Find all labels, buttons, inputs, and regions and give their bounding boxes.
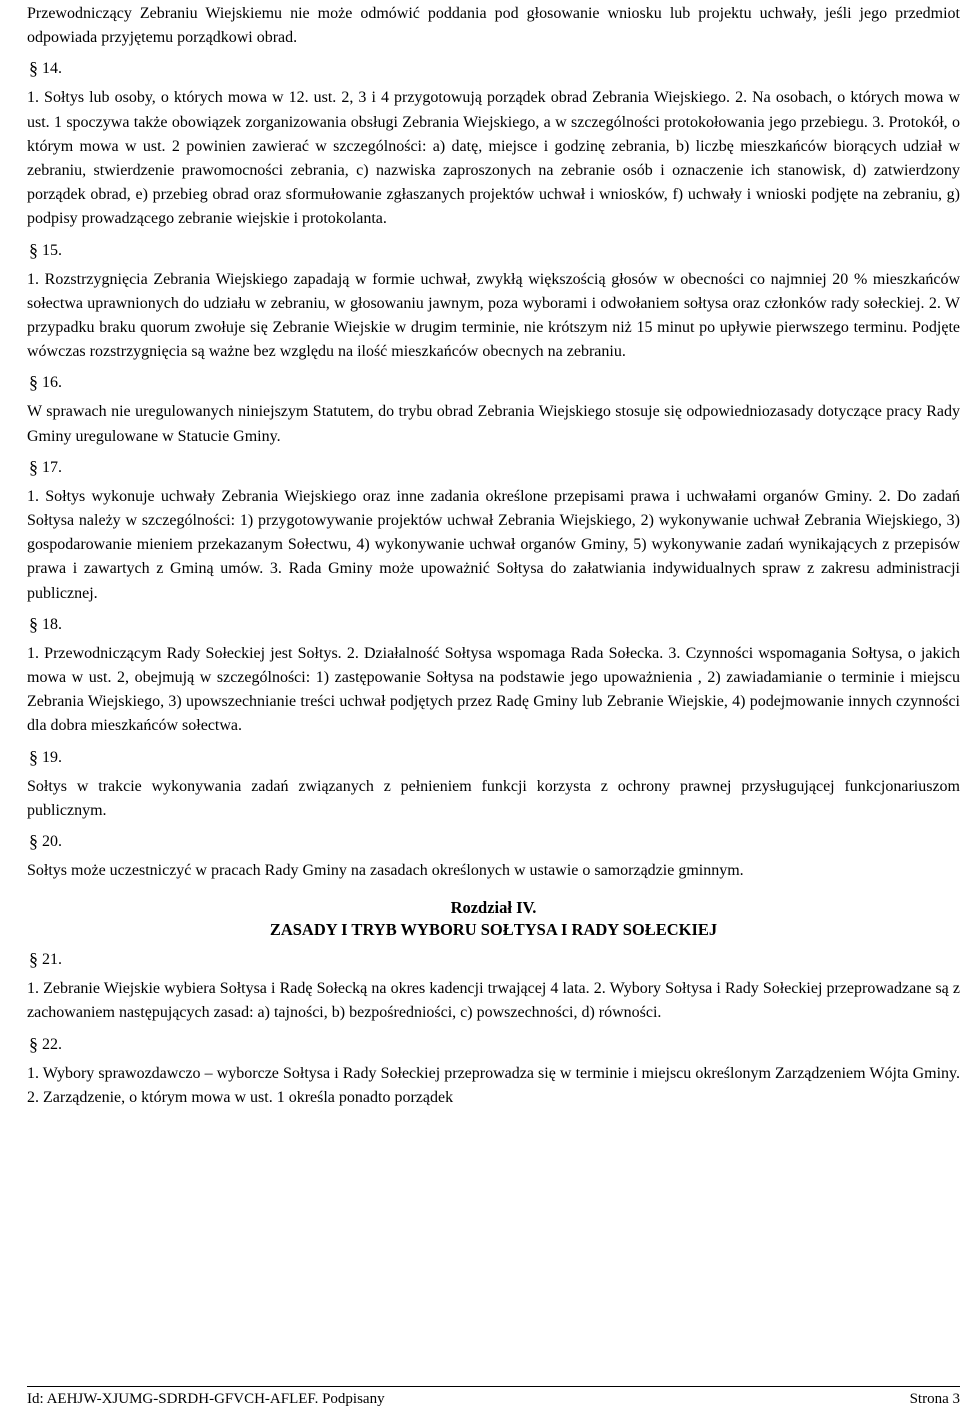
paragraph: 1. Zebranie Wiejskie wybiera Sołtysa i Radę Sołecką na okres kadencji trwającej 4 lata. 2. Wybory Sołtysa i Rady Sołeckiej przeprowadzane są z zachowaniem następujących zasad: a) tajności, b) bezpośredniości, c) powszechności, d) równości. [27, 980, 960, 1022]
section-heading: § 17. [29, 456, 62, 477]
section-mark: § [29, 746, 38, 767]
footer-divider [27, 1386, 960, 1387]
paragraph: 1. Rozstrzygnięcia Zebrania Wiejskiego zapadają w formie uchwał, zwykłą większością głosów w obecności co najmniej 20 % mieszkańców sołectwa uprawnionych do udziału w zebraniu, w głosowaniu jawnym, poza wyborami i odwołaniem sołtysa oraz członków rady sołeckiej. 2. W przypadku braku quorum zwołuje się Zebranie Wiejskie w drugim terminie, nie krótszym niż 15 minut po upływie pierwszego terminu. Podjęte wówczas rozstrzygnięcia są ważne bez względu na ilość mieszkańców obecnych na zebraniu. [27, 270, 960, 361]
paragraph: Sołtys może uczestniczyć w pracach Rady Gminy na zasadach określonych w ustawie o samorządzie gminnym. [27, 862, 744, 880]
section-mark: § [29, 456, 38, 477]
section-heading: § 19. [29, 746, 62, 767]
section-mark: § [29, 613, 38, 634]
section-mark: § [29, 58, 38, 79]
chapter-title: ZASADY I TRYB WYBORU SOŁTYSA I RADY SOŁECKIEJ [269, 920, 718, 940]
page-number: Strona 3 [909, 1391, 960, 1407]
page-footer [27, 1389, 960, 1409]
section-heading: § 21. [29, 949, 62, 970]
section-heading: § 15. [29, 239, 62, 260]
section-mark: § [29, 239, 38, 260]
section-heading: § 16. [29, 372, 62, 393]
paragraph: 1. Sołtys lub osoby, o których mowa w 12. ust. 2, 3 i 4 przygotowują porządek obrad Zebrania Wiejskiego. 2. Na osobach, o których mowa w ust. 1 spoczywa także obowiązek zorganizowania obsługi Zebrania Wiejskiego, a w szczególności protokołowania jego przebiegu. 3. Protokół, o którym mowa w ust. 2 powinien zawierać w szczególności: a) datę, miejsce i godzinę zebrania, b) liczbę mieszkańców biorących udział w zebraniu, stwierdzenie prawomocności zebrania, c) nazwiska zaproszonych na zebranie osób i oznaczenie ich stanowisk, d) zatwierdzony porządek obrad, e) przebieg obrad oraz sformułowanie zgłaszanych projektów uchwał i wniosków, f) uchwały i wnioski podjęte na zebraniu, g) podpisy prowadzącego zebranie wiejskie i protokolanta. [27, 89, 960, 228]
paragraph: 1. Przewodniczącym Rady Sołeckiej jest Sołtys. 2. Działalność Sołtysa wspomaga Rada Sołecka. 3. Czynności wspomagania Sołtysa, o jakich mowa w ust. 2, obejmują w szczególności: 1) zastępowanie Sołtysa na podstawie jego upoważnienia , 2) zawiadamianie o terminie i miejscu Zebrania Wiejskiego, 3) upowszechnianie treści uchwał podjętych przez Radę Gminy lub Zebranie Wiejskie, 4) podejmowanie innych czynności dla dobra mieszkańców sołectwa. [27, 644, 960, 735]
paragraph: Przewodniczący Zebraniu Wiejskiemu nie może odmówić poddania pod głosowanie wniosku lub projektu uchwały, jeśli jego przedmiot odpowiada przyjętemu porządkowi obrad. [27, 5, 960, 47]
paragraph: W sprawach nie uregulowanych niniejszym Statutem, do trybu obrad Zebrania Wiejskiego stosuje się odpowiedniozasady dotyczące pracy Rady Gminy uregulowane w Statucie Gminy. [27, 403, 960, 445]
chapter-number: Rozdział IV. [450, 898, 537, 918]
document-id: Id: AEHJW-XJUMG-SDRDH-GFVCH-AFLEF. Podpisany [27, 1391, 385, 1407]
paragraph: 1. Wybory sprawozdawczo – wyborcze Sołtysa i Rady Sołeckiej przeprowadza się w terminie i miejscu określonym Zarządzeniem Wójta Gminy. 2. Zarządzenie, o którym mowa w ust. 1 określa ponadto porządek [27, 1064, 960, 1106]
paragraph: 1. Sołtys wykonuje uchwały Zebrania Wiejskiego oraz inne zadania określone przepisami prawa i uchwałami organów Gminy. 2. Do zadań Sołtysa należy w szczególności: 1) przygotowywanie projektów uchwał Zebrania Wiejskiego, 2) wykonywanie uchwał Zebrania Wiejskiego, 3) gospodarowanie mieniem przekazanym Sołectwu, 4) wykonywanie uchwał organów Gminy, 5) wykonywanie zadań wynikających z przepisów prawa i zawartych z Gminą umów. 3. Rada Gminy może upoważnić Sołtysa do załatwiania indywidualnych spraw z zakresu administracji publicznej. [27, 487, 960, 602]
document-page [27, 0, 960, 1110]
section-mark: § [29, 372, 38, 393]
section-heading: § 14. [29, 58, 62, 79]
section-mark: § [29, 1033, 38, 1054]
section-heading: § 20. [29, 831, 62, 852]
paragraph: Sołtys w trakcie wykonywania zadań związanych z pełnieniem funkcji korzysta z ochrony prawnej przysługującej funkcjonariuszom publicznym. [27, 777, 960, 819]
section-heading: § 18. [29, 613, 62, 634]
section-heading: § 22. [29, 1033, 62, 1054]
section-mark: § [29, 831, 38, 852]
section-mark: § [29, 949, 38, 970]
